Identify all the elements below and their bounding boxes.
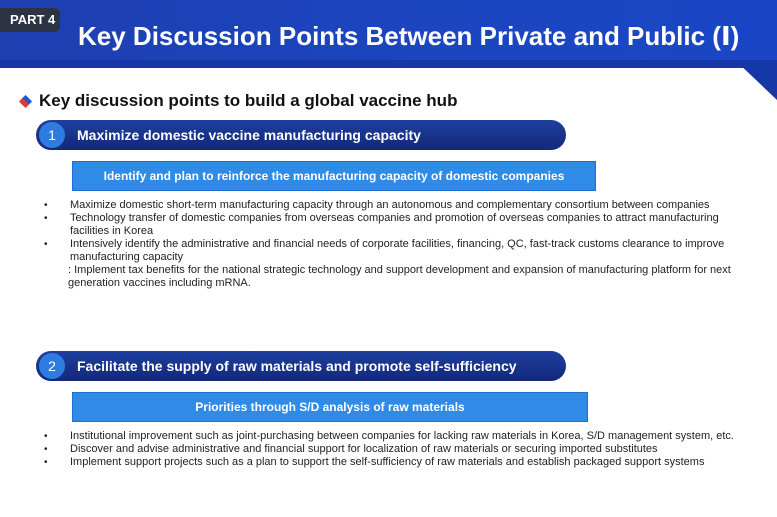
list-item: • Maximize domestic short-term manufacturing capacity through an autonomous and complementary consortium between companies [44,199,710,211]
header-stripe [0,60,777,68]
section-1-number: 1 [39,122,65,148]
section-1-note: : Implement tax benefits for the national strategic technology and support development and expansion of manufacturing platform for next generation vaccines including mRNA. [68,264,731,289]
section-1-bullets [44,199,734,290]
list-item: • Institutional improvement such as joint-purchasing between companies for lacking raw materials in Korea, S/D management system, etc. [44,430,734,442]
section-1-bar [36,120,566,150]
section-1-title: Maximize domestic vaccine manufacturing capacity [77,127,421,143]
main-heading [20,90,457,112]
section-2-number: 2 [39,353,65,379]
diamond-bullet-icon [20,96,31,107]
section-2-bar [36,351,566,381]
section-2-bullets [44,430,734,469]
list-item: • Technology transfer of domestic companies from overseas companies and promotion of overseas companies to attract manufacturing facilities in Korea [44,212,719,237]
main-heading-text: Key discussion points to build a global vaccine hub [39,91,458,110]
list-item: • Intensively identify the administrative and financial needs of corporate facilities, financing, QC, fast-track customs clearance to improve manufacturing capacity [44,238,725,263]
list-item: • Implement support projects such as a plan to support the self-sufficiency of raw materials and establish packaged support systems [44,456,705,468]
list-item: • Discover and advise administrative and financial support for localization of raw materials or securing imported substitutes [44,443,658,455]
header-banner [0,0,777,68]
corner-triangle [735,60,777,100]
page-title: Key Discussion Points Between Private and Public (Ⅰ) [78,21,740,51]
section-2-title: Facilitate the supply of raw materials and promote self-sufficiency [77,358,517,374]
section-1-subheading: Identify and plan to reinforce the manufacturing capacity of domestic companies [72,161,596,191]
part-tag: PART 4 [0,8,60,32]
section-2-subheading: Priorities through S/D analysis of raw materials [72,392,588,422]
